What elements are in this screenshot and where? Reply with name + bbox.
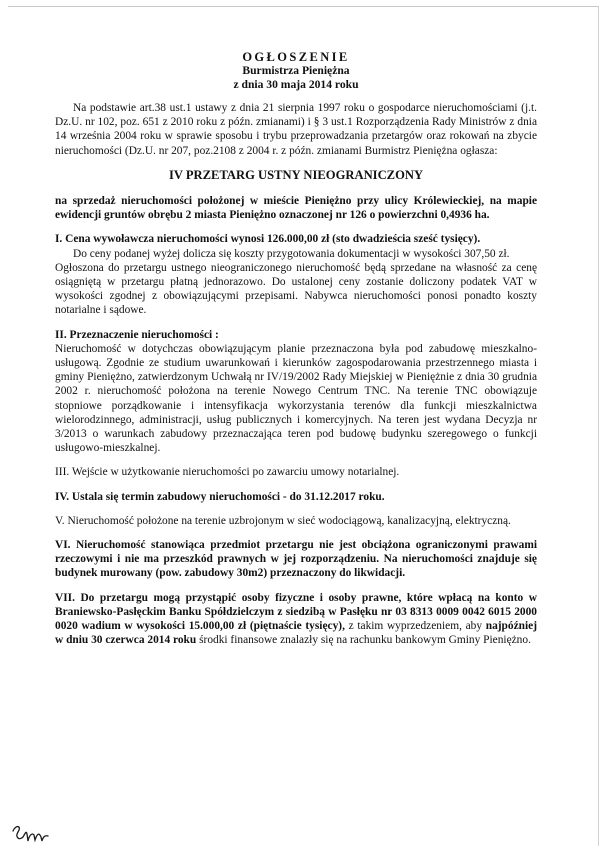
- section-7-plain-c: środki finansowe znalazły się na rachunku bankowym Gminy Pieniężno.: [199, 634, 531, 647]
- section-2-text: Nieruchomość w dotychczas obowiązującym planie przeznaczona była pod zabudowę mieszkalno-usługową. Zgodnie ze studium uwarunkowań i kierunków zagospodarowania przestrzennego miasta i gminy Pieniężno, zatwierdzonym Uchwałą nr IV/19/2002 Rady Miejskiej w Pieniężnie z dnia 30 grudnia 2002 r. nieruchomość położona na terenie Nowego Centrum TNC. Na terenie TNC obowiązuje stopniowe porządkowanie i intensyfikacja wykorzystania terenów dla funkcji mieszkalnictwa wielorodzinnego, administracji, usług publicznych i komercyjnych. Na teren jest wydana Decyzja nr 3/2013 o warunkach zabudowy przeznaczająca teren pod budowę budynku szeregowego o funkcji usługowo-mieszkalnej.: [55, 342, 537, 455]
- document-issuer: Burmistrza Pieniężna: [242, 64, 350, 77]
- intro-paragraph: Na podstawie art.38 ust.1 ustawy z dnia 21 sierpnia 1997 roku o gospodarce nieruchomościami (j.t. Dz.U. nr 102, poz. 651 z 2010 roku z późn. zmianami) i § 3 ust.1 Rozporządzenia Rady Ministrów z dnia 14 września 2004 roku w sprawie sposobu i trybu przeprowadzania przetargów oraz rokowań na zbycie nieruchomości (Dz.U. nr 207, poz.2108 z 2004 r. z późn. zmianami Burmistrz Pieniężna ogłasza:: [55, 102, 537, 157]
- document-title: OGŁOSZENIE: [242, 50, 350, 64]
- document-date: z dnia 30 maja 2014 roku: [233, 77, 359, 91]
- section-1-text: Ogłoszona do przetargu ustnego nieograniczonego nieruchomość będą sprzedane na własność za cenę osiągniętą w przetargu płatną jednorazowo. Do ustalonej ceny zostanie doliczony podatek VAT w wysokości zgodnej z obowiązującymi przepisami. Nabywca nieruchomości ponosi ponadto koszty notarialne i sądowe.: [55, 261, 537, 317]
- section-1-heading: I. Cena wywoławcza nieruchomości wynosi 126.000,00 zł (sto dwadzieścia sześć tysięcy).: [55, 233, 481, 246]
- section-5-text: V. Nieruchomość położone na terenie uzbrojonym w sieć wodociągową, kanalizacyjną, elektryczną.: [55, 514, 511, 527]
- announcement-body: [55, 50, 537, 648]
- section-7-plain-a: z takim wyprzedzeniem, aby: [348, 620, 483, 633]
- section-7-bold: VII. Do przetargu mogą przystąpić osoby fizyczne i osoby prawne, które wpłacą na konto w Braniewsko-Pasłęckim Banku Spółdzielczym z siedzibą w Pasłęku nr 03 8313 0009 0042 6015 2000 0020 wadium w wysokości 15.000,00 zł (piętnaście tysięcy),: [55, 591, 537, 633]
- section-6-text: VI. Nieruchomość stanowiąca przedmiot przetargu nie jest obciążona ograniczonymi prawami rzeczowymi i nie ma przeszkód prawnych w jej rozporządzeniu. Na nieruchomości znajduje się budynek murowany (pow. zabudowy 30m2) przeznaczony do likwidacji.: [55, 539, 537, 580]
- section-2-heading: II. Przeznaczenie nieruchomości :: [55, 328, 219, 341]
- subject-paragraph: na sprzedaż nieruchomości położonej w mieście Pieniężno przy ulicy Królewieckiej, na mapie ewidencji gruntów obrębu 2 miasta Pieniężno oznaczonej nr 126 o powierzchni 0,4936 ha.: [55, 195, 537, 222]
- section-3-text: III. Wejście w użytkowanie nieruchomości po zawarciu umowy notarialnej.: [55, 466, 400, 479]
- section-1-costs: Do ceny podanej wyżej dolicza się koszty przygotowania dokumentacji w wysokości 307,50 zł.: [73, 247, 510, 260]
- main-heading: IV PRZETARG USTNY NIEOGRANICZONY: [168, 167, 424, 182]
- scan-edge-top: [8, 6, 598, 7]
- handwritten-signature: [10, 822, 50, 846]
- scan-edge-right: [598, 6, 599, 846]
- section-7-text: [55, 591, 537, 648]
- section-4-text: IV. Ustala się termin zabudowy nieruchomości - do 31.12.2017 roku.: [55, 490, 385, 503]
- section-7-deadline: najpóźniej w dniu 30 czerwca 2014 roku: [55, 620, 537, 647]
